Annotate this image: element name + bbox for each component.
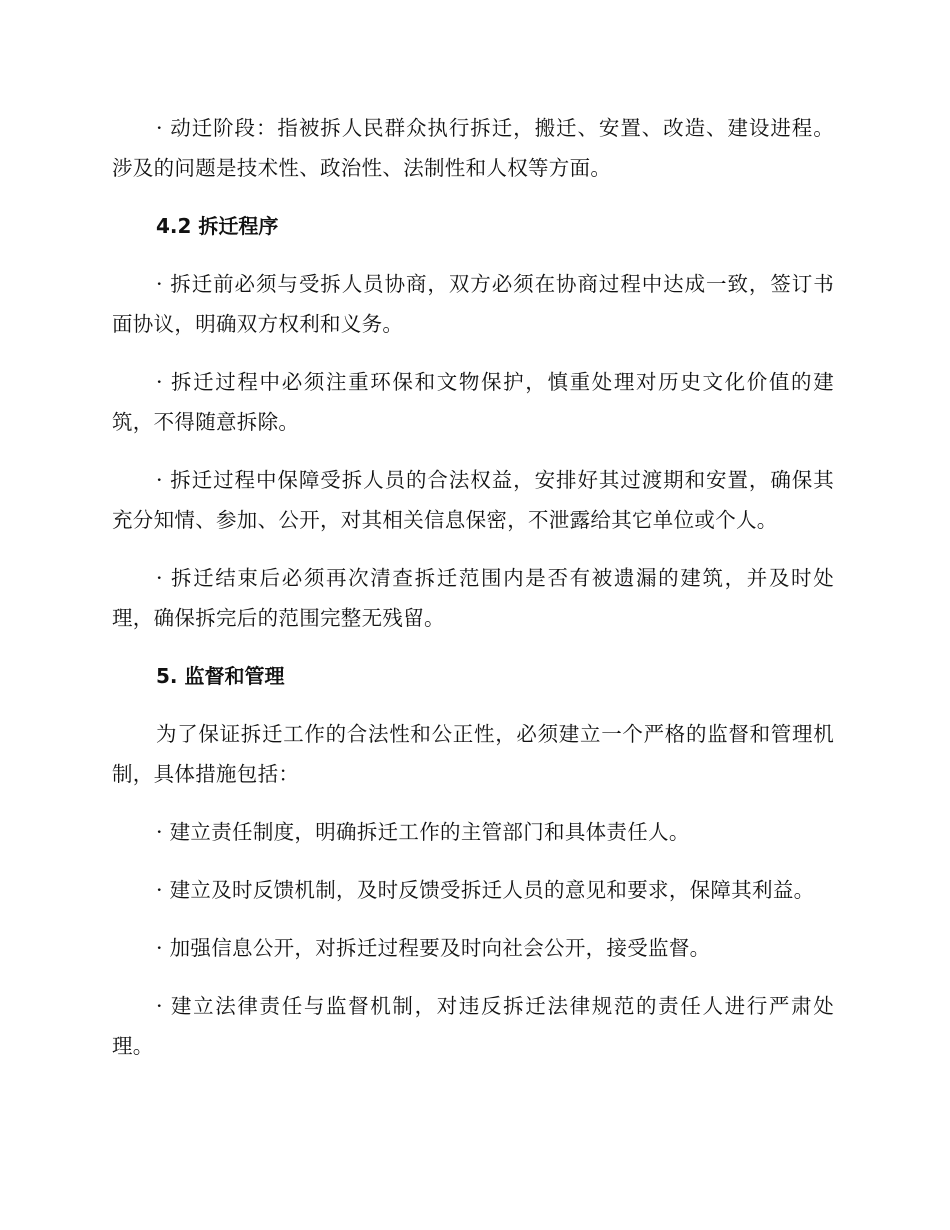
- para-relocation-stage: · 动迁阶段：指被拆人民群众执行拆迁，搬迁、安置、改造、建设进程。涉及的问题是技术性、政治性、法制性和人权等方面。: [112, 116, 834, 180]
- heading-5: 5. 监督和管理: [156, 664, 285, 688]
- para-final-inspection: · 拆迁结束后必须再次清查拆迁范围内是否有被遗漏的建筑，并及时处理，确保拆完后的范围完整无残留。: [112, 566, 834, 630]
- para-supervision-intro: 为了保证拆迁工作的合法性和公正性，必须建立一个严格的监督和管理机制，具体措施包括：: [112, 722, 834, 786]
- para-legal-liability: · 建立法律责任与监督机制，对违反拆迁法律规范的责任人进行严肃处理。: [112, 994, 834, 1058]
- document-body: [112, 108, 834, 1084]
- para-rights-protection: · 拆迁过程中保障受拆人员的合法权益，安排好其过渡期和安置，确保其充分知情、参加、公开，对其相关信息保密，不泄露给其它单位或个人。: [112, 468, 834, 532]
- para-information-disclosure: · 加强信息公开，对拆迁过程要及时向社会公开，接受监督。: [156, 936, 711, 960]
- para-feedback-mechanism: · 建立及时反馈机制，及时反馈受拆迁人员的意见和要求，保障其利益。: [156, 878, 815, 902]
- para-environment-protection: · 拆迁过程中必须注重环保和文物保护，慎重处理对历史文化价值的建筑，不得随意拆除。: [112, 370, 834, 434]
- heading-4-2: 4.2 拆迁程序: [156, 214, 279, 238]
- para-responsibility-system: · 建立责任制度，明确拆迁工作的主管部门和具体责任人。: [156, 820, 690, 844]
- para-negotiation: · 拆迁前必须与受拆人员协商，双方必须在协商过程中达成一致，签订书面协议，明确双方权利和义务。: [112, 272, 834, 336]
